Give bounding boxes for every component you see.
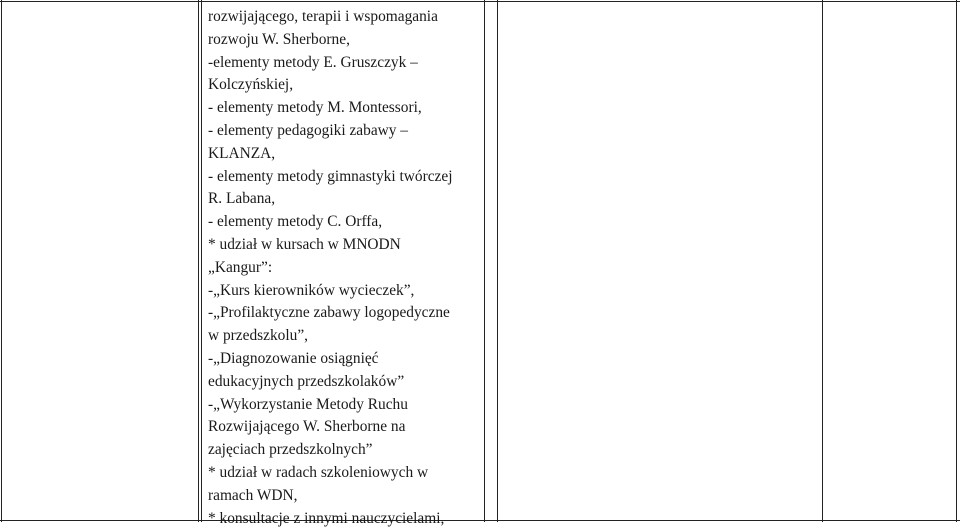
text-line: -„Profilaktyczne zabawy logopedyczne xyxy=(208,304,450,322)
column-border-7 xyxy=(956,0,957,522)
text-line: -elementy metody E. Gruszczyk – xyxy=(208,53,418,71)
text-line: * udział w radach szkoleniowych w xyxy=(208,463,429,481)
text-line: -„Kurs kierowników wycieczek”, xyxy=(208,281,415,299)
text-line: - elementy metody gimnastyki twórczej xyxy=(208,167,453,185)
text-line: edukacyjnych przedszkolaków” xyxy=(208,372,405,390)
text-line: - elementy metody M. Montessori, xyxy=(208,99,422,117)
text-line: rozwoju W. Sherborne, xyxy=(208,30,350,48)
text-line: - elementy pedagogiki zabawy – xyxy=(208,121,409,139)
column-border-5 xyxy=(497,0,498,522)
text-line: w przedszkolu”, xyxy=(208,327,309,345)
text-line: „Kangur”: xyxy=(208,258,273,276)
text-line: Rozwijającego W. Sherborne na xyxy=(208,418,406,436)
column-border-3 xyxy=(201,0,202,522)
text-line: zajęciach przedszkolnych” xyxy=(208,441,373,459)
text-line: R. Labana, xyxy=(208,190,276,208)
table-cell-content xyxy=(208,6,493,530)
text-line: ramach WDN, xyxy=(208,486,298,504)
text-line: KLANZA, xyxy=(208,144,276,162)
text-line: * konsultacje z innymi nauczycielami, xyxy=(208,509,445,527)
column-border-1 xyxy=(1,0,2,522)
text-line: -„Diagnozowanie osiągnięć xyxy=(208,349,379,367)
column-border-2 xyxy=(198,0,199,522)
text-line: -„Wykorzystanie Metody Ruchu xyxy=(208,395,408,413)
text-line: rozwijającego, terapii i wspomagania xyxy=(208,8,438,25)
text-line: * udział w kursach w MNODN xyxy=(208,235,401,253)
text-line: Kolczyńskiej, xyxy=(208,76,294,94)
column-border-6 xyxy=(822,0,823,522)
text-line: - elementy metody C. Orffa, xyxy=(208,213,383,231)
table-top-border xyxy=(0,1,960,2)
